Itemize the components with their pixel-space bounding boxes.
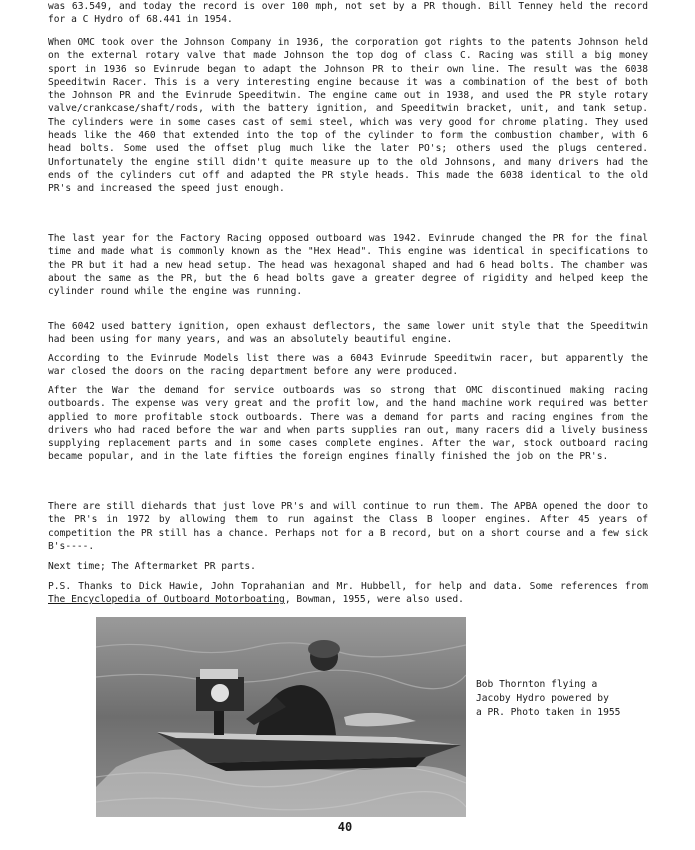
paragraph-after-war: After the War the demand for service outboards was so strong that OMC discontinued making racing outboards. The expense was very great and the profit low, and the hand machine work required was better applied to more profitable stock outboards. There was a demand for parts and racing engines from the drivers who had raced before the war and when parts supplies ran out, many racers did a lively business supplying replacement parts and in some cases complete engines. After the war, stock outboard racing became popular, and in the late fifties the foreign engines finally finished the job on the PR's.: [48, 385, 648, 463]
reference-title: The Encyclopedia of Outboard Motorboating: [48, 594, 285, 606]
photo-caption: Bob Thornton flying a Jacoby Hydro powered by a PR. Photo taken in 1955: [476, 679, 621, 718]
ps-text-before: P.S. Thanks to Dick Hawie, John Toprahanian and Mr. Hubbell, for help and data. Some references from: [48, 581, 648, 592]
paragraph-omc-takeover: When OMC took over the Johnson Company in 1936, the corporation got rights to the patents Johnson held on the external rotary valve that made Johnson the top dog of class C. Racing was still a big money sport in 1936 so Evinrude began to adapt the Johnson PR to their own line. The result was the 6038 Speeditwin Racer. This is a very interesting engine because it was a combination of the best of both the Johnson PR and the Evinrude Speeditwin. The engine came out in 1938, and used the PR style rotary valve/crankcase/shaft/rods, with the battery ignition, and Speeditwin bracket, unit, and tank setup. The cylinders were in some cases cast of semi steel, which was very good for chrome plating. They used heads like the 460 that extended into the top of the cylinder to form the combustion chamber, with 6 head bolts. Some used the offset plug much like the later PO's; others used the plugs centered. Unfortunately the engine still didn't quite measure up to the old Johnsons, and many drivers had the ends of the cylinders cut off and adapted the PR style heads. This made the 6038 identical to the old PR's and increased the speed just enough.: [48, 37, 648, 195]
hydroplane-photo-illustration: [96, 617, 466, 817]
paragraph-diehards: There are still diehards that just love PR's and will continue to run them. The APBA opened the door to the PR's in 1972 by allowing them to run against the Class B looper engines. After 45 years of competition the PR still has a chance. Perhaps not for a B record, but on a short course and a few sick B's----.: [48, 501, 648, 552]
paragraph-next-time: Next time; The Aftermarket PR parts.: [48, 561, 256, 572]
paragraph-postscript: [48, 580, 648, 607]
page-number: 40: [337, 820, 353, 834]
paragraph-hex-head: The last year for the Factory Racing opposed outboard was 1942. Evinrude changed the PR for the final time and made what is commonly known as the "Hex Head". This engine was identical in specifications to the PR but it had a new head setup. The head was hexagonal shaped and had 6 head bolts. The chamber was about the same as the PR, but the 6 head bolts gave a greater degree of rigidity and helped keep the cylinder round while the engine was running.: [48, 233, 648, 298]
paragraph-record: was 63.549, and today the record is over 100 mph, not set by a PR though. Bill Tenney held the record for a C Hydro of 68.441 in 1954.: [48, 1, 648, 26]
paragraph-6043: According to the Evinrude Models list there was a 6043 Evinrude Speeditwin racer, but apparently the war closed the doors on the racing department before any were produced.: [48, 353, 648, 378]
hydroplane-photo: [96, 617, 466, 817]
ps-text-after: , Bowman, 1955, were also used.: [284, 594, 464, 606]
paragraph-6042: The 6042 used battery ignition, open exhaust deflectors, the same lower unit style that the Speeditwin had been using for many years, and was an absolutely beautiful engine.: [48, 321, 648, 346]
